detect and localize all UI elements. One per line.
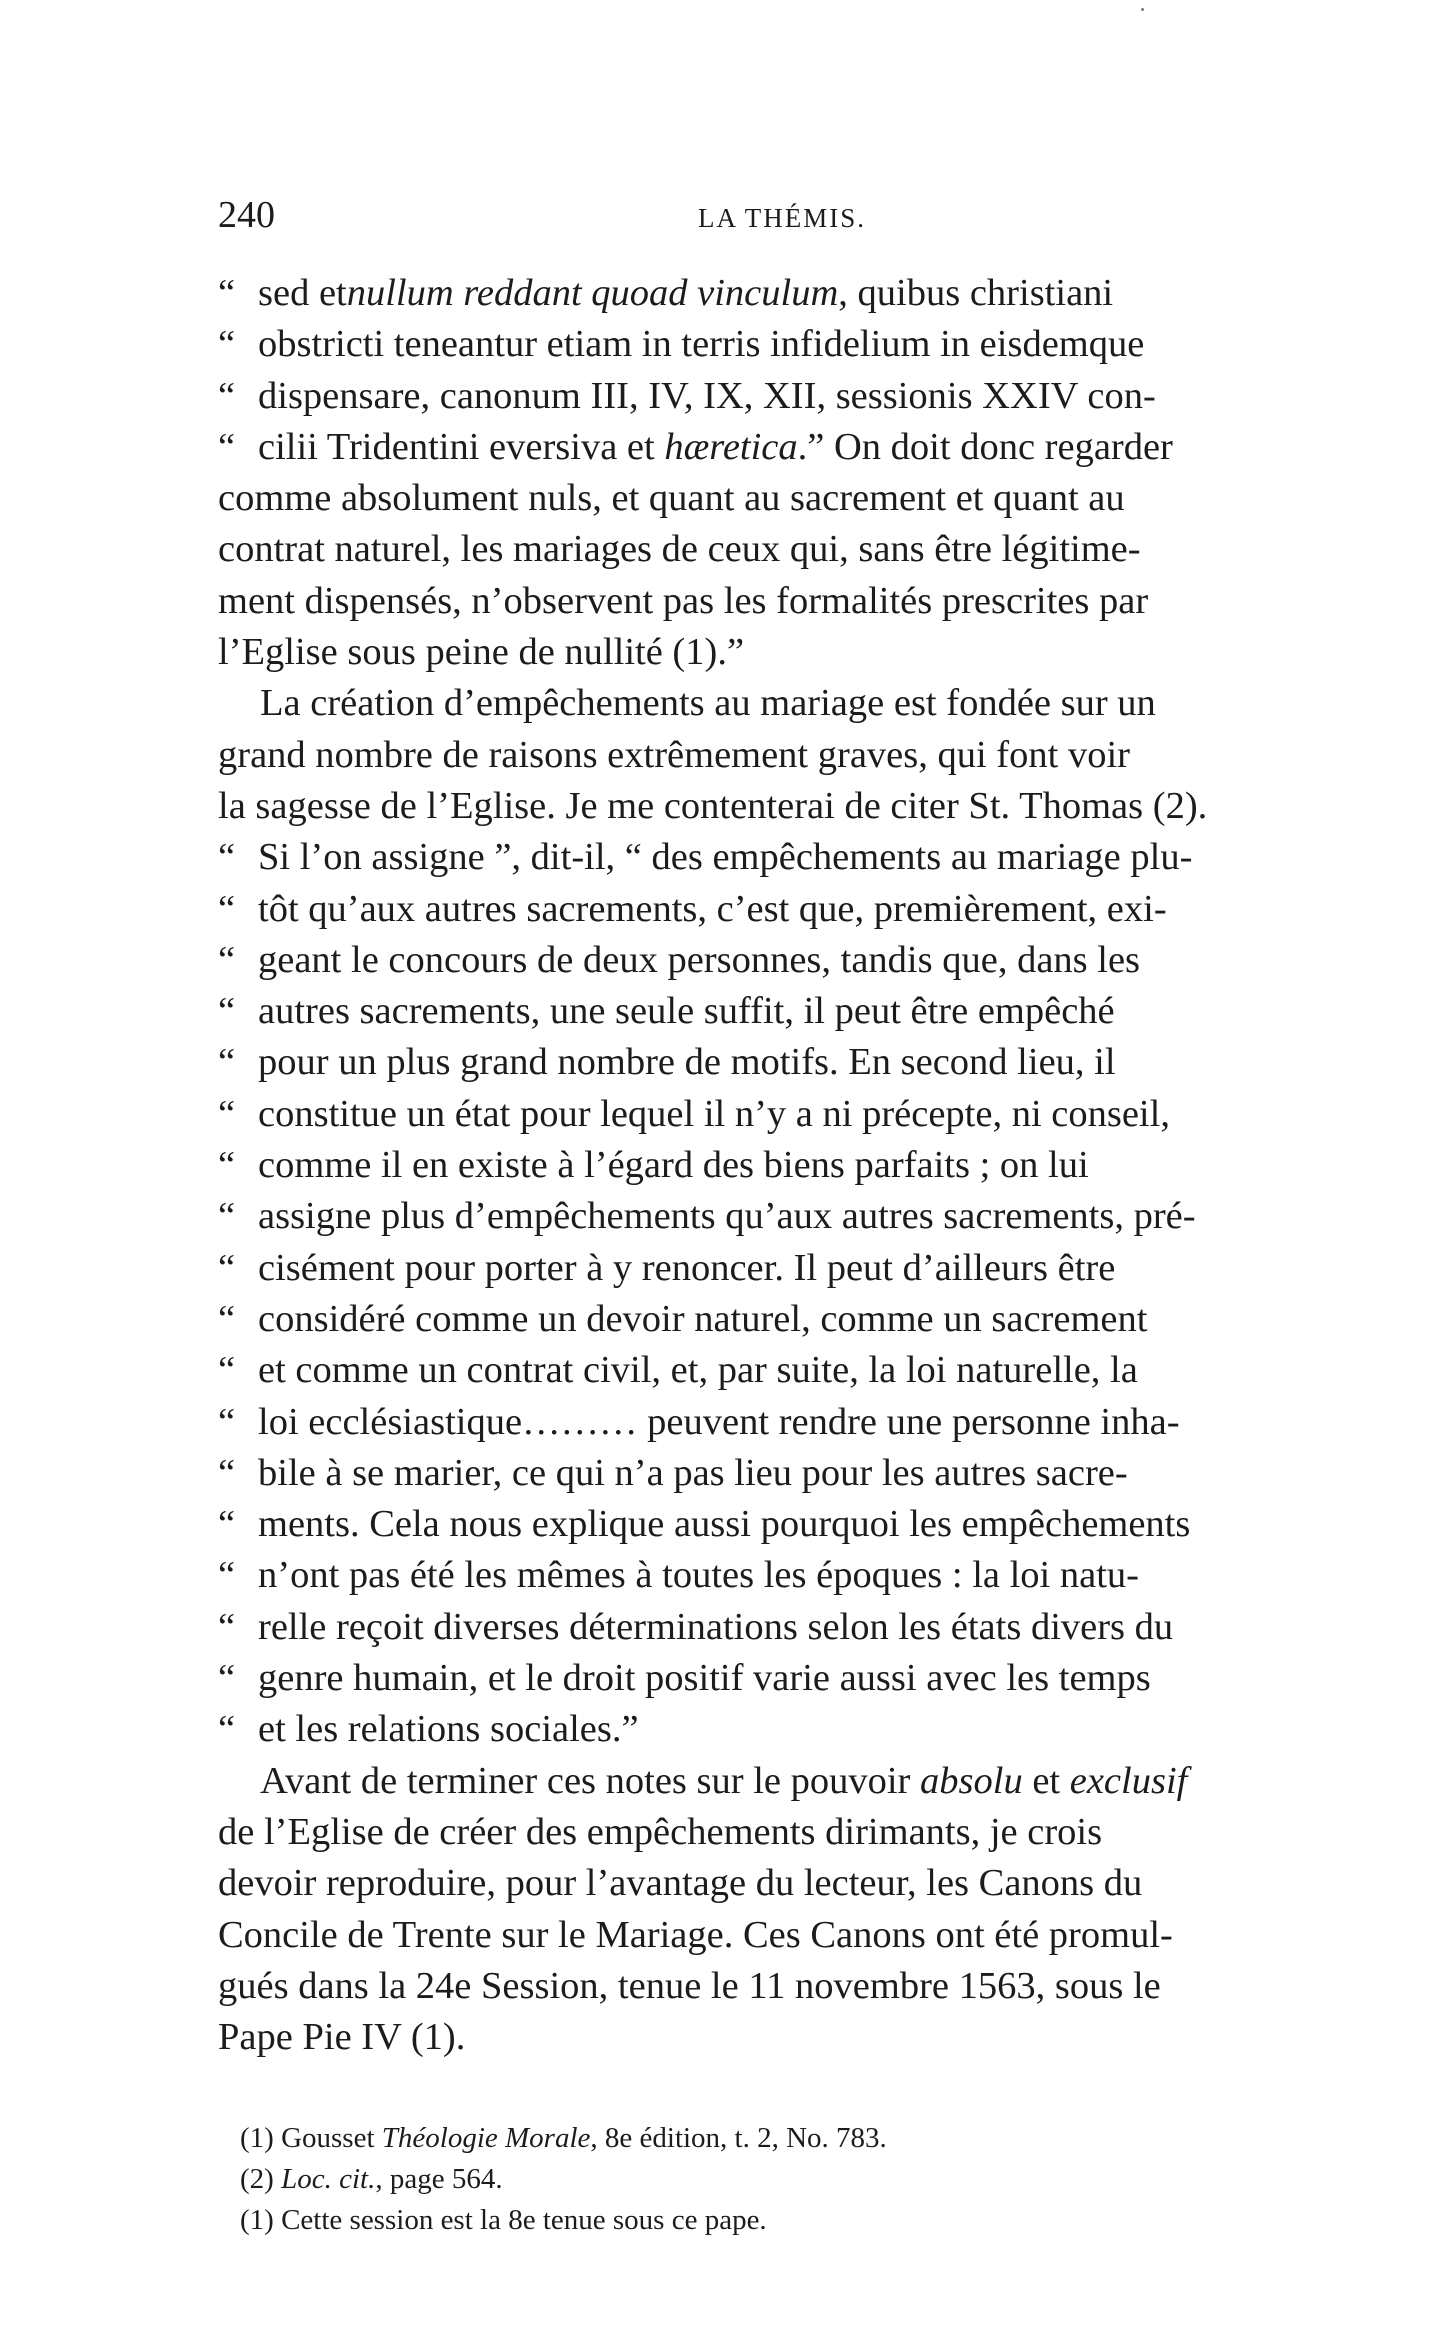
text-line: grand nombre de raisons extrêmement graves, qui font voir — [218, 733, 1130, 776]
footnote: (2) Loc. cit., page 564. — [240, 2163, 503, 2195]
page-header — [218, 192, 1368, 252]
quote-mark: “ — [218, 1503, 236, 1546]
paper-speck — [1141, 8, 1144, 11]
text-line: “ cilii Tridentini eversiva et hæretica.” On doit donc regarder — [218, 422, 1368, 473]
text-line: “ cisément pour porter à y renoncer. Il peut d’ailleurs être — [218, 1243, 1368, 1294]
text-line: gués dans la 24e Session, tenue le 11 novembre 1563, sous le — [218, 1964, 1161, 2007]
text-line: “ constitue un état pour lequel il n’y a ni précepte, ni conseil, — [218, 1089, 1368, 1140]
text-line: l’Eglise sous peine de nullité (1).” — [218, 631, 745, 674]
text-line: “ dispensare, canonum III, IV, IX, XII, sessionis XXIV con- — [218, 371, 1368, 422]
quote-mark: “ — [218, 323, 236, 366]
text-line: comme absolument nuls, et quant au sacrement et quant au — [218, 477, 1125, 520]
quote-mark: “ — [218, 938, 236, 981]
paragraph-start: Avant de terminer ces notes sur le pouvoir absolu et exclusif — [260, 1759, 1188, 1802]
footnote-mark: (1) — [240, 2122, 274, 2154]
text-line: “ et les relations sociales.” — [218, 1704, 1368, 1755]
body-text — [218, 268, 1368, 2063]
quote-mark: “ — [218, 1605, 236, 1648]
text-line: Concile de Trente sur le Mariage. Ces Canons ont été promul- — [218, 1913, 1173, 1956]
text-line: “ n’ont pas été les mêmes à toutes les époques : la loi natu- — [218, 1550, 1368, 1601]
quote-mark: “ — [218, 1554, 236, 1597]
quote-mark: “ — [218, 990, 236, 1033]
footnote: (1) Gousset Théologie Morale, 8e édition, t. 2, No. 783. — [240, 2122, 887, 2154]
quote-mark: “ — [218, 1297, 236, 1340]
text-line: “ geant le concours de deux personnes, tandis que, dans les — [218, 935, 1368, 986]
quote-mark: “ — [218, 836, 236, 879]
text-line: “ assigne plus d’empêchements qu’aux autres sacrements, pré- — [218, 1191, 1368, 1242]
quote-mark: “ — [218, 1451, 236, 1494]
text-line: de l’Eglise de créer des empêchements dirimants, je crois — [218, 1810, 1103, 1853]
quote-mark: “ — [218, 887, 236, 930]
footnotes — [240, 2118, 1340, 2241]
quote-mark: “ — [218, 1144, 236, 1187]
text-line: “ relle reçoit diverses déterminations selon les états divers du — [218, 1602, 1368, 1653]
quote-mark: “ — [218, 1708, 236, 1751]
text-line: “ Si l’on assigne ”, dit-il, “ des empêchements au mariage plu- — [218, 832, 1368, 883]
quote-mark: “ — [218, 1657, 236, 1700]
text-line: ment dispensés, n’observent pas les formalités prescrites par — [218, 579, 1149, 622]
text-line: “ considéré comme un devoir naturel, comme un sacrement — [218, 1294, 1368, 1345]
text-line: “ comme il en existe à l’égard des biens parfaits ; on lui — [218, 1140, 1368, 1191]
quote-mark: “ — [218, 1195, 236, 1238]
text-line: la sagesse de l’Eglise. Je me contenterai de citer St. Thomas (2). — [218, 784, 1208, 827]
text-line: “ pour un plus grand nombre de motifs. En second lieu, il — [218, 1037, 1368, 1088]
footnote-mark: (2) — [240, 2163, 274, 2195]
text-line: “ bile à se marier, ce qui n’a pas lieu pour les autres sacre- — [218, 1448, 1368, 1499]
paragraph-start: La création d’empêchements au mariage est fondée sur un — [260, 682, 1156, 725]
footnote: (1) Cette session est la 8e tenue sous ce pape. — [240, 2204, 767, 2236]
quote-mark: “ — [218, 1092, 236, 1135]
text-line: “ et comme un contrat civil, et, par suite, la loi naturelle, la — [218, 1345, 1368, 1396]
quote-mark: “ — [218, 1400, 236, 1443]
text-line: “ sed etnullum reddant quoad vinculum, quibus christiani — [218, 268, 1368, 319]
text-line: Pape Pie IV (1). — [218, 2016, 466, 2059]
quote-mark: “ — [218, 374, 236, 417]
text-line: devoir reproduire, pour l’avantage du lecteur, les Canons du — [218, 1862, 1143, 1905]
text-line: “ tôt qu’aux autres sacrements, c’est que, premièrement, exi- — [218, 884, 1368, 935]
quote-mark: “ — [218, 1349, 236, 1392]
quote-mark: “ — [218, 425, 236, 468]
footnote-mark: (1) — [240, 2204, 274, 2236]
running-title: LA THÉMIS. — [698, 203, 867, 233]
quote-mark: “ — [218, 1041, 236, 1084]
text-line: “ ments. Cela nous explique aussi pourquoi les empêchements — [218, 1499, 1368, 1550]
quote-mark: “ — [218, 272, 236, 314]
text-line: “ genre humain, et le droit positif varie aussi avec les temps — [218, 1653, 1368, 1704]
quote-mark: “ — [218, 1246, 236, 1289]
text-line: “ loi ecclésiastique……… peuvent rendre une personne inha- — [218, 1397, 1368, 1448]
page-number: 240 — [218, 194, 275, 236]
text-line: “ obstricti teneantur etiam in terris infidelium in eisdemque — [218, 319, 1368, 370]
text-line: contrat naturel, les mariages de ceux qui, sans être légitime- — [218, 528, 1141, 571]
text-line: “ autres sacrements, une seule suffit, il peut être empêché — [218, 986, 1368, 1037]
